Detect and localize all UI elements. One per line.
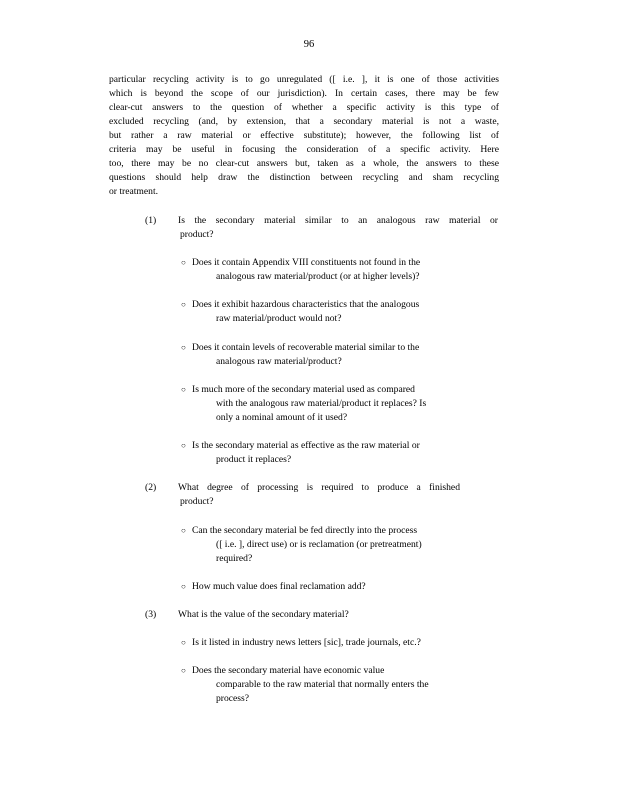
text-line: Is the secondary material as effective as the raw material or	[192, 440, 420, 451]
bullet-circle-icon: ○	[181, 638, 186, 647]
text-line: What is the value of the secondary material?	[178, 609, 349, 620]
question-text	[178, 481, 460, 509]
bullet-text	[192, 341, 492, 369]
bullet-text	[192, 298, 492, 326]
intro-paragraph	[109, 73, 499, 199]
text-line: Does it contain levels of recoverable material similar to the	[192, 342, 420, 353]
page-number: 96	[303, 39, 315, 50]
text-line: with the analogous raw material/product it replaces? Is	[216, 398, 427, 409]
bullet-text	[192, 664, 492, 706]
text-line: Does the secondary material have economic value	[192, 665, 385, 676]
bullet-circle-icon: ○	[181, 526, 186, 535]
text-line: required?	[216, 553, 253, 564]
text-line: comparable to the raw material that normally enters the	[216, 679, 429, 690]
text-line: product?	[180, 229, 214, 240]
text-line: Is it listed in industry news letters [sic], trade journals, etc.?	[192, 637, 421, 648]
text-line: product?	[180, 496, 214, 507]
bullet-circle-icon: ○	[181, 441, 186, 450]
bullet-circle-icon: ○	[181, 300, 186, 309]
question-text	[178, 608, 498, 622]
question-number: (3)	[145, 609, 157, 620]
text-line: clear-cut answers to the question of whether a specific activity is this type of	[109, 102, 499, 113]
text-line: particular recycling activity is to go unregulated ([ i.e. ], it is one of those activities	[109, 74, 499, 85]
text-line: analogous raw material/product?	[216, 356, 342, 367]
text-line: Is much more of the secondary material used as compared	[192, 384, 415, 395]
text-line: What degree of processing is required to produce a finished	[178, 482, 460, 493]
text-line: only a nominal amount of it used?	[216, 412, 348, 423]
bullet-text	[192, 383, 492, 425]
text-line: Does it exhibit hazardous characteristics that the analogous	[192, 299, 420, 310]
text-line: too, there may be no clear-cut answers but, taken as a whole, the answers to these	[109, 158, 499, 169]
text-line: which is beyond the scope of our jurisdiction). In certain cases, there may be few	[109, 88, 499, 99]
text-line: Is the secondary material similar to an analogous raw material or	[178, 215, 498, 226]
bullet-circle-icon: ○	[181, 385, 186, 394]
text-line: but rather a raw material or effective substitute); however, the following list of	[109, 130, 499, 141]
text-line: analogous raw material/product (or at higher levels)?	[216, 271, 420, 282]
bullet-circle-icon: ○	[181, 582, 186, 591]
bullet-text	[192, 580, 492, 594]
text-line: criteria may be useful in focusing the consideration of a specific activity. Here	[109, 144, 499, 155]
question-number: (1)	[145, 215, 157, 226]
bullet-circle-icon: ○	[181, 258, 186, 267]
question-text	[178, 214, 498, 242]
bullet-circle-icon: ○	[181, 343, 186, 352]
text-line: questions should help draw the distinction between recycling and sham recycling	[109, 172, 499, 183]
text-line: How much value does final reclamation add?	[192, 581, 366, 592]
bullet-text	[192, 256, 492, 284]
text-line: excluded recycling (and, by extension, that a secondary material is not a waste,	[109, 116, 499, 127]
bullet-text	[192, 439, 492, 467]
text-line: process?	[216, 693, 250, 704]
text-line: raw material/product would not?	[216, 313, 342, 324]
bullet-text	[192, 524, 492, 566]
question-number: (2)	[145, 482, 157, 493]
text-line: ([ i.e. ], direct use) or is reclamation (or pretreatment)	[216, 539, 422, 550]
text-line: Does it contain Appendix VIII constituents not found in the	[192, 257, 421, 268]
text-line: Can the secondary material be fed directly into the process	[192, 525, 418, 536]
text-line: product it replaces?	[216, 454, 292, 465]
bullet-text	[192, 636, 492, 650]
text-line: or treatment.	[109, 186, 159, 197]
bullet-circle-icon: ○	[181, 666, 186, 675]
